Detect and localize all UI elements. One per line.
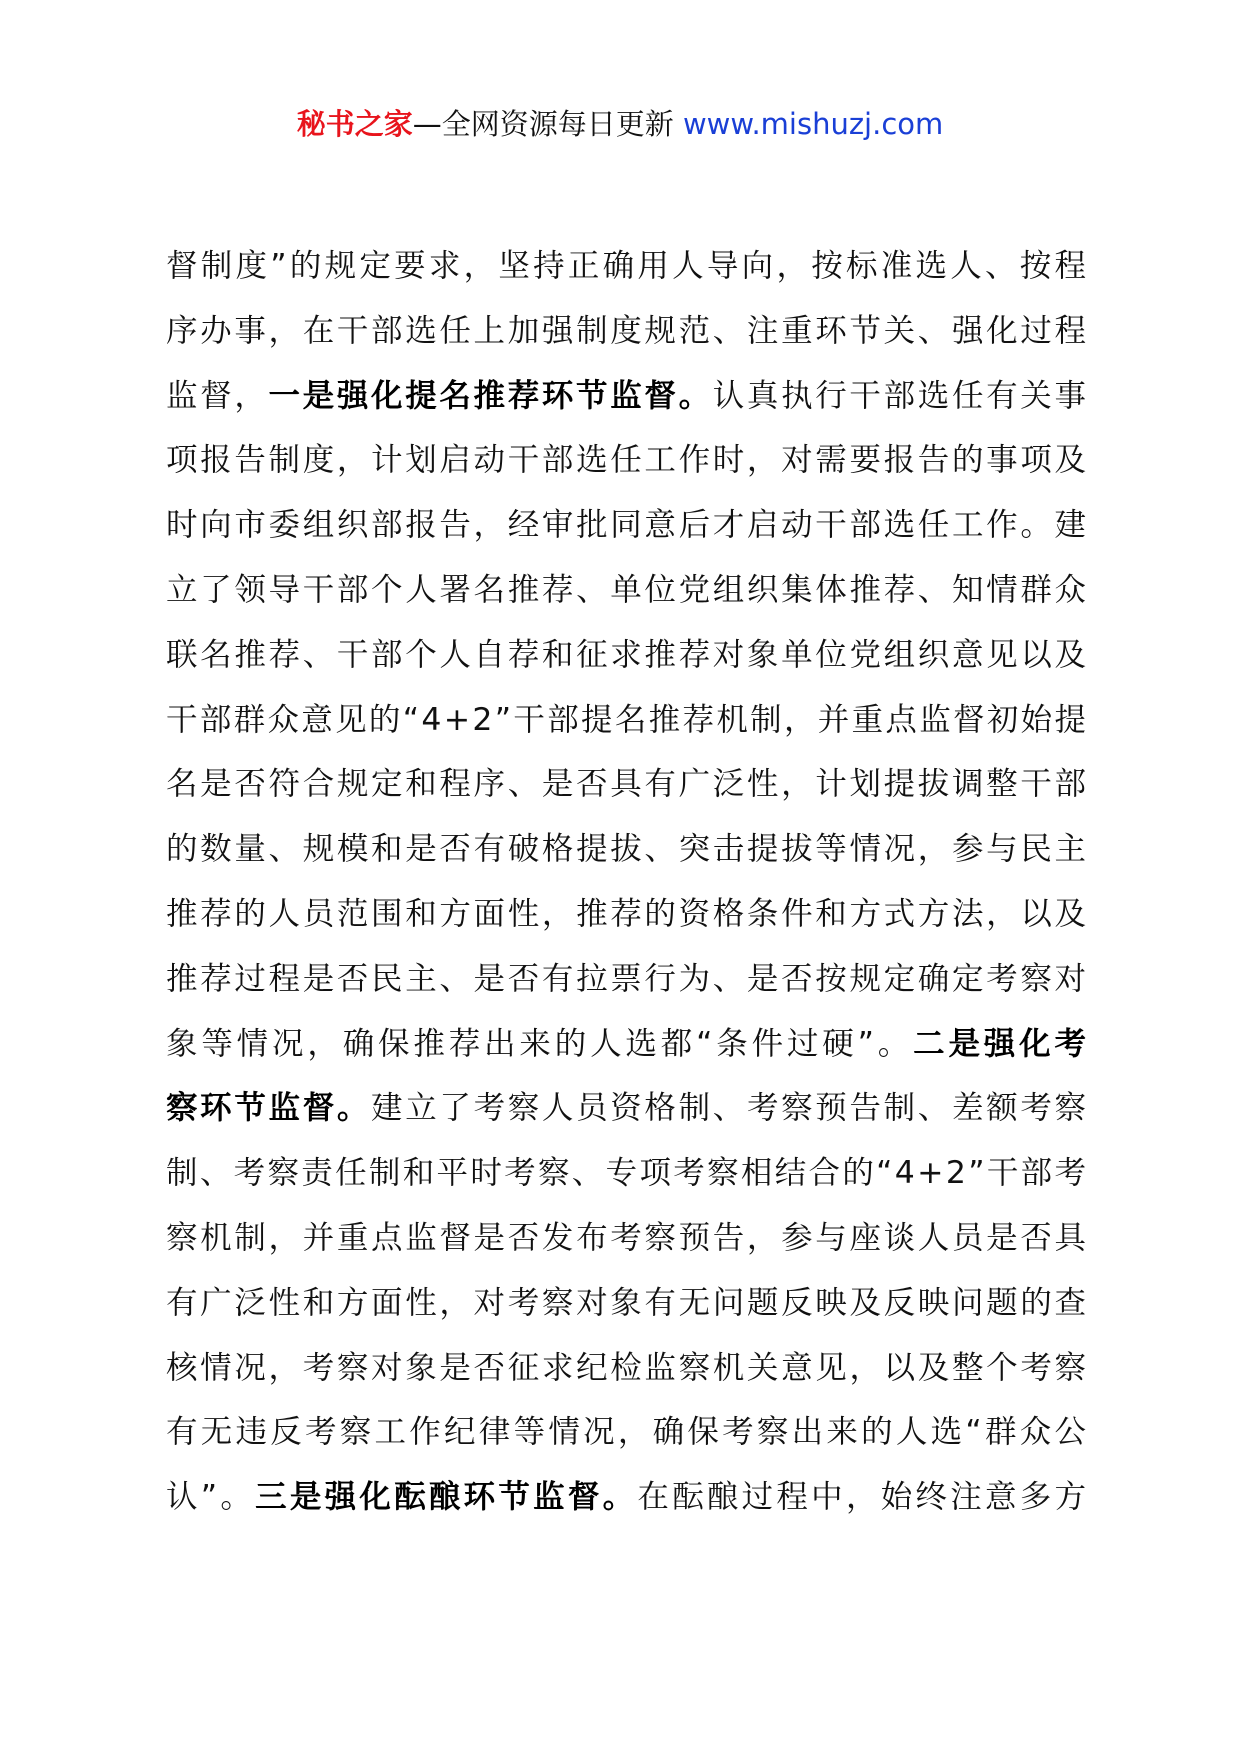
text-line [166, 688, 1089, 753]
text-span: 督制度”的规定要求，坚持正确用人导向，按标准选人、按程 [166, 248, 1090, 284]
text-span: 建立了考察人员资格制、考察预告制、差额考察 [371, 1090, 1089, 1127]
text-line [166, 1076, 1089, 1141]
text-line [166, 1012, 1090, 1077]
text-span: 认”。 [166, 1479, 256, 1516]
text-span: 联名推荐、干部个人自荐和征求推荐对象单位党组织意见以及 [166, 636, 1089, 673]
bold-heading-span: 察环节监督。 [166, 1090, 372, 1127]
text-line [166, 558, 1089, 623]
text-span: 时向市委组织部报告，经审批同意后才启动干部选任工作。建 [166, 507, 1089, 544]
header-tagline: —全网资源每日更新 [412, 107, 683, 141]
document-body [166, 234, 1090, 1530]
text-span: 监督， [166, 377, 269, 414]
text-span: 有广泛性和方面性，对考察对象有无问题反映及反映问题的查 [166, 1284, 1089, 1321]
text-span: 名是否符合规定和程序、是否具有广泛性，计划提拔调整干部 [166, 766, 1089, 803]
text-line [166, 752, 1089, 817]
bold-heading-span: 二是强化考 [913, 1025, 1090, 1062]
text-span: 干部群众意见的“4+2”干部提名推荐机制，并重点监督初始提 [166, 701, 1089, 738]
text-span: 象等情况，确保推荐出来的人选都“条件过硬”。 [166, 1025, 914, 1062]
text-line [166, 1271, 1089, 1336]
text-line [166, 1206, 1089, 1271]
bold-heading-span: 三是强化酝酿环节监督。 [255, 1479, 638, 1516]
text-line [166, 1336, 1089, 1401]
text-span: 认真执行干部选任有关事 [712, 377, 1089, 414]
page-header [0, 104, 1240, 144]
text-line [166, 1400, 1090, 1465]
site-url[interactable]: www.mishuzj.com [682, 107, 944, 141]
text-line [166, 428, 1089, 493]
text-span: 核情况，考察对象是否征求纪检监察机关意见，以及整个考察 [166, 1349, 1089, 1386]
text-span: 推荐过程是否民主、是否有拉票行为、是否按规定确定考察对 [166, 960, 1089, 997]
text-span: 序办事，在干部选任上加强制度规范、注重环节关、强化过程 [166, 312, 1089, 349]
text-span: 在酝酿过程中，始终注意多方 [637, 1479, 1090, 1516]
text-span: 项报告制度，计划启动干部选任工作时，对需要报告的事项及 [166, 442, 1089, 479]
text-line [166, 364, 1089, 429]
brand-name: 秘书之家 [296, 107, 413, 141]
text-line [166, 493, 1089, 558]
bold-heading-span: 一是强化提名推荐环节监督。 [268, 377, 713, 414]
text-span: 立了领导干部个人署名推荐、单位党组织集体推荐、知情群众 [166, 571, 1089, 608]
text-line [166, 817, 1089, 882]
text-line [166, 882, 1089, 947]
text-line [166, 1141, 1089, 1206]
text-line [166, 947, 1089, 1012]
text-line [166, 623, 1089, 688]
text-span: 推荐的人员范围和方面性，推荐的资格条件和方式方法，以及 [166, 895, 1089, 932]
text-span: 有无违反考察工作纪律等情况，确保考察出来的人选“群众公 [166, 1414, 1090, 1451]
text-line [166, 234, 1090, 299]
text-line [166, 1465, 1090, 1530]
text-span: 制、考察责任制和平时考察、专项考察相结合的“4+2”干部考 [166, 1155, 1089, 1192]
text-span: 察机制，并重点监督是否发布考察预告，参与座谈人员是否具 [166, 1219, 1089, 1256]
text-span: 的数量、规模和是否有破格提拔、突击提拔等情况，参与民主 [166, 831, 1089, 868]
text-line [166, 299, 1089, 364]
